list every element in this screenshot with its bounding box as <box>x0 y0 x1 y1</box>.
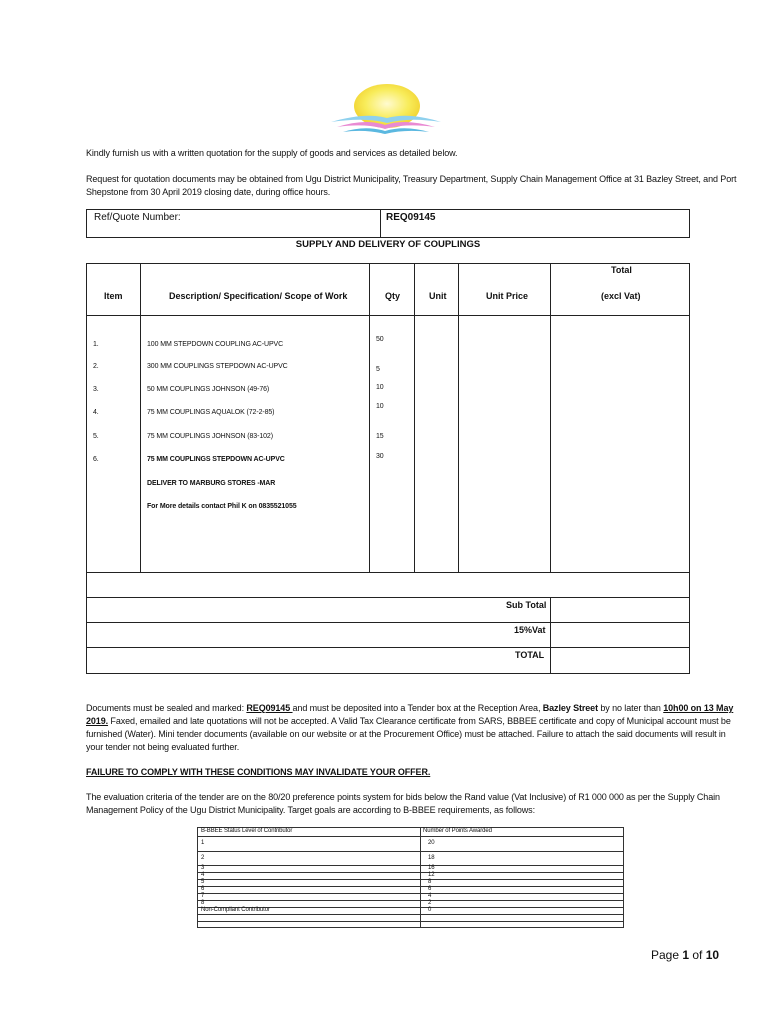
points-cell: 0 <box>428 907 432 913</box>
item-description: 50 MM COUPLINGS JOHNSON (49-76) <box>147 386 270 393</box>
item-qty: 50 <box>376 336 384 343</box>
quotation-table <box>86 263 690 674</box>
page-number <box>651 948 719 962</box>
municipality-logo <box>325 82 445 138</box>
vat-label: 15%Vat <box>514 625 546 635</box>
level-cell: 3 <box>201 865 205 871</box>
levels-row-line <box>197 893 624 894</box>
totals-divider <box>550 597 551 674</box>
documents-line-3: furnished (Water). Mini tender documents (available on our website or at the Procurement Office) must be attached. Failure to attach the said documents will result in <box>86 729 726 739</box>
level-cell: 8 <box>201 900 205 906</box>
levels-row-line <box>197 886 624 887</box>
header-total-excl-vat: (excl Vat) <box>601 291 641 301</box>
item-number: 1. <box>93 341 99 348</box>
level-cell: 2 <box>201 855 205 861</box>
page-of: of <box>689 948 706 962</box>
warning-text: FAILURE TO COMPLY WITH THESE CONDITIONS MAY INVALIDATE YOUR OFFER. <box>86 767 431 777</box>
levels-row-line <box>197 921 624 922</box>
header-total: Total <box>611 265 632 275</box>
header-row-line <box>86 315 690 316</box>
subtotal-row-line <box>86 622 690 623</box>
docs-text: by no later than <box>597 703 664 713</box>
points-cell: 6 <box>428 886 432 892</box>
docs-street: Bazley Street <box>542 703 598 713</box>
documents-line-2 <box>86 715 731 728</box>
levels-header-points: Number of Points Awarded <box>423 828 492 834</box>
page-total: 10 <box>705 948 720 962</box>
col-divider-unit <box>458 263 459 573</box>
item-qty: 5 <box>376 366 380 373</box>
docs-text: Faxed, emailed and late quotations will not be accepted. A Valid Tax Clearance certificate from SARS, BBBEE certificate and copy of Municipal account must be <box>108 716 731 726</box>
delivery-note: DELIVER TO MARBURG STORES -MAR <box>147 480 276 487</box>
docs-text: Documents must be sealed and marked: <box>86 703 247 713</box>
ref-divider <box>380 209 381 238</box>
page-prefix: Page <box>651 948 683 962</box>
points-cell: 20 <box>428 840 435 846</box>
header-item: Item <box>104 291 123 301</box>
intro-text: Kindly furnish us with a written quotation for the supply of goods and services as detailed below. <box>86 148 458 158</box>
level-cell: 6 <box>201 886 205 892</box>
item-number: 3. <box>93 386 99 393</box>
points-cell: 18 <box>428 855 435 861</box>
item-description: 75 MM COUPLINGS STEPDOWN AC-UPVC <box>147 456 285 463</box>
item-qty: 10 <box>376 403 384 410</box>
request-text-line-1: Request for quotation documents may be obtained from Ugu District Municipality, Treasury Department, Supply Chain Management Office at 31 Bazley Street, and Port <box>86 174 737 184</box>
header-description: Description/ Specification/ Scope of Work <box>169 291 348 301</box>
points-cell: 2 <box>428 900 432 906</box>
contact-note: For More details contact Phil K on 0835521055 <box>147 503 297 510</box>
item-qty: 15 <box>376 433 384 440</box>
item-qty: 10 <box>376 384 384 391</box>
level-cell: 5 <box>201 879 205 885</box>
item-description: 75 MM COUPLINGS AQUALOK (72-2-85) <box>147 409 275 416</box>
docs-ref: REQ09145 <box>246 703 293 713</box>
page-current: 1 <box>682 948 690 962</box>
level-cell: 7 <box>201 893 205 899</box>
levels-row-line <box>197 879 624 880</box>
body-bottom-line <box>86 572 690 573</box>
request-text-line-2: Shepstone from 30 April 2019 closing date, during office hours. <box>86 187 331 197</box>
levels-col-divider <box>420 827 421 928</box>
levels-row-line <box>197 872 624 873</box>
documents-line-4: your tender not being evaluated further. <box>86 742 240 752</box>
header-unit: Unit <box>429 291 447 301</box>
item-description: 300 MM COUPLINGS STEPDOWN AC-UPVC <box>147 363 288 370</box>
item-number: 2. <box>93 363 99 370</box>
points-cell: 12 <box>428 872 435 878</box>
levels-row-line <box>197 914 624 915</box>
levels-header-level: B-BBEE Status Level of Contributor <box>201 828 293 834</box>
item-number: 6. <box>93 456 99 463</box>
level-cell: 4 <box>201 872 205 878</box>
table-title: SUPPLY AND DELIVERY OF COUPLINGS <box>295 239 481 250</box>
evaluation-line-1: The evaluation criteria of the tender are on the 80/20 preference points system for bids below the Rand value (Vat Inclusive) of R1 000 000 as per the Supply Chain <box>86 792 720 802</box>
vat-row-line <box>86 647 690 648</box>
col-divider-item <box>140 263 141 573</box>
blank-row-line <box>86 597 690 598</box>
col-divider-qty <box>414 263 415 573</box>
ref-quote-label: Ref/Quote Number: <box>94 212 181 223</box>
item-description: 75 MM COUPLINGS JOHNSON (83-102) <box>147 433 273 440</box>
levels-row-line <box>197 865 624 866</box>
item-description: 100 MM STEPDOWN COUPLING AC-UPVC <box>147 341 284 348</box>
points-cell: 4 <box>428 893 432 899</box>
item-number: 4. <box>93 409 99 416</box>
total-label: TOTAL <box>515 650 545 660</box>
ref-quote-value: REQ09145 <box>386 212 436 223</box>
sub-total-label: Sub Total <box>506 600 547 610</box>
levels-row-line <box>197 851 624 852</box>
item-number: 5. <box>93 433 99 440</box>
col-divider-desc <box>369 263 370 573</box>
points-cell: 8 <box>428 879 432 885</box>
documents-line-1 <box>86 702 733 715</box>
evaluation-line-2: Management Policy of the Ugu District Municipality. Target goals are according to B-BBEE requirements, as follows: <box>86 805 535 815</box>
level-cell: 1 <box>201 840 205 846</box>
col-divider-price <box>550 263 551 573</box>
header-qty: Qty <box>385 291 401 301</box>
header-unit-price: Unit Price <box>486 291 529 301</box>
item-qty: 30 <box>376 453 384 460</box>
docs-year: 2019. <box>86 716 109 726</box>
levels-header-line <box>197 836 624 837</box>
docs-text: and must be deposited into a Tender box at the Reception Area, <box>292 703 543 713</box>
points-cell: 16 <box>428 865 435 871</box>
docs-date: 10h00 on 13 May <box>663 703 734 713</box>
level-cell: Non-Compliant Contributor <box>201 907 270 913</box>
levels-row-line <box>197 900 624 901</box>
